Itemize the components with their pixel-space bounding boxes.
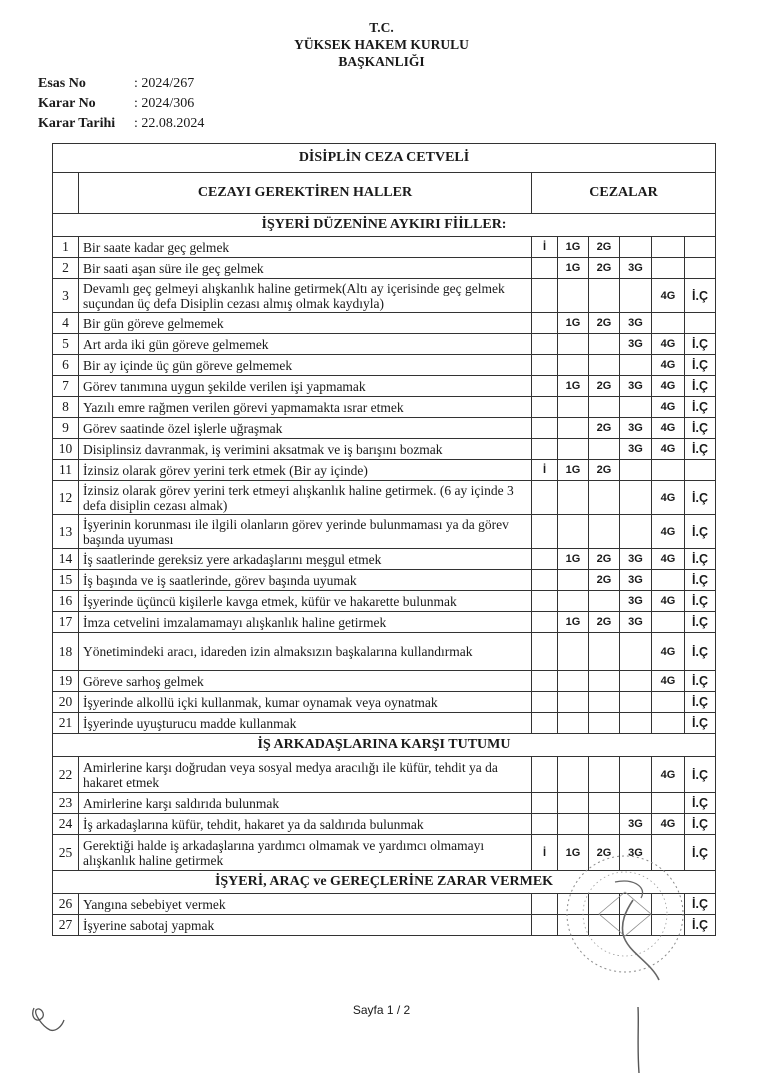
- penalty-cell: [532, 915, 558, 936]
- penalty-cell: 3G: [620, 591, 652, 612]
- row-number: 27: [53, 915, 79, 936]
- penalty-cell: 1G: [558, 258, 589, 279]
- penalty-cell: 4G: [652, 814, 685, 835]
- offense-description: İşyerinin korunması ile ilgili olanların görev yerinde bulunmaması ya da görev başında uyuması: [79, 515, 532, 549]
- penalty-cell: İ.Ç: [685, 835, 716, 871]
- offense-description: Amirlerine karşı saldırıda bulunmak: [79, 793, 532, 814]
- offense-description: Disiplinsiz davranmak, iş verimini aksatmak ve iş barışını bozmak: [79, 439, 532, 460]
- penalty-cell: İ.Ç: [685, 915, 716, 936]
- penalty-cell: 1G: [558, 549, 589, 570]
- table-row: [53, 439, 716, 460]
- penalty-cell: [652, 612, 685, 633]
- penalty-cell: [589, 692, 620, 713]
- penalty-cell: [620, 515, 652, 549]
- penalty-cell: İ.Ç: [685, 397, 716, 418]
- offense-description: Yangına sebebiyet vermek: [79, 894, 532, 915]
- table-row: [53, 570, 716, 591]
- penalty-cell: [652, 237, 685, 258]
- row-number: 6: [53, 355, 79, 376]
- row-number: 15: [53, 570, 79, 591]
- penalty-cell: [532, 692, 558, 713]
- penalty-cell: [532, 671, 558, 692]
- table-row: [53, 793, 716, 814]
- offense-description: Bir gün göreve gelmemek: [79, 313, 532, 334]
- page-number: Sayfa 1 / 2: [352, 1003, 411, 1017]
- table-row: [53, 814, 716, 835]
- offense-description: İş başında ve iş saatlerinde, görev başında uyumak: [79, 570, 532, 591]
- penalty-cell: İ.Ç: [685, 418, 716, 439]
- penalty-cell: 4G: [652, 355, 685, 376]
- penalty-cell: [558, 397, 589, 418]
- penalty-cell: İ.Ç: [685, 570, 716, 591]
- official-stamp: [555, 852, 695, 987]
- penalty-cell: [589, 515, 620, 549]
- penalty-cell: [558, 757, 589, 793]
- table-row: [53, 376, 716, 397]
- penalty-cell: 1G: [558, 376, 589, 397]
- table-row: [53, 549, 716, 570]
- penalty-cell: 1G: [558, 835, 589, 871]
- penalty-cell: [532, 258, 558, 279]
- penalty-cell: [685, 313, 716, 334]
- penalty-cell: [589, 397, 620, 418]
- row-number: 2: [53, 258, 79, 279]
- table-row: [53, 397, 716, 418]
- table-row: [53, 481, 716, 515]
- penalty-cell: [532, 612, 558, 633]
- penalty-cell: İ.Ç: [685, 279, 716, 313]
- penalty-cell: 2G: [589, 376, 620, 397]
- section-title: İŞ ARKADAŞLARINA KARŞI TUTUMU: [53, 734, 716, 757]
- penalty-cell: İ: [532, 835, 558, 871]
- offense-description: İzinsiz olarak görev yerini terk etmeyi alışkanlık haline getirmek. (6 ay içinde 3 defa disiplin cezası almak): [79, 481, 532, 515]
- penalty-cell: [558, 692, 589, 713]
- penalty-cell: [558, 515, 589, 549]
- row-number: 14: [53, 549, 79, 570]
- penalty-cell: [532, 713, 558, 734]
- penalty-cell: [589, 793, 620, 814]
- row-number: 9: [53, 418, 79, 439]
- row-number: 5: [53, 334, 79, 355]
- penalty-cell: İ.Ç: [685, 671, 716, 692]
- offense-description: İşyerine sabotaj yapmak: [79, 915, 532, 936]
- penalty-cell: İ.Ç: [685, 713, 716, 734]
- row-number: 18: [53, 633, 79, 671]
- penalty-cell: 2G: [589, 460, 620, 481]
- penalty-cell: [620, 713, 652, 734]
- penalty-cell: [532, 757, 558, 793]
- penalty-cell: 3G: [620, 549, 652, 570]
- penalty-cell: [620, 671, 652, 692]
- row-number: 17: [53, 612, 79, 633]
- penalty-cell: [685, 460, 716, 481]
- table-row: [53, 757, 716, 793]
- offense-description: İşyerinde alkollü içki kullanmak, kumar oynamak veya oynatmak: [79, 692, 532, 713]
- penalty-cell: [558, 481, 589, 515]
- penalty-cell: [620, 279, 652, 313]
- penalty-cell: [532, 376, 558, 397]
- penalty-cell: 1G: [558, 313, 589, 334]
- penalty-cell: 2G: [589, 258, 620, 279]
- row-number: 23: [53, 793, 79, 814]
- table-title: DİSİPLİN CEZA CETVELİ: [53, 144, 716, 173]
- row-number: 25: [53, 835, 79, 871]
- penalty-cell: [532, 814, 558, 835]
- penalty-cell: 3G: [620, 313, 652, 334]
- offense-description: Yönetimindeki aracı, idareden izin almaksızın başkalarına kullandırmak: [79, 633, 532, 671]
- table-row: [53, 418, 716, 439]
- penalty-cell: 4G: [652, 671, 685, 692]
- penalty-cell: [532, 481, 558, 515]
- penalty-cell: [620, 757, 652, 793]
- tarih-value: : 22.08.2024: [134, 116, 205, 131]
- offense-description: Bir ay içinde üç gün göreve gelmemek: [79, 355, 532, 376]
- penalty-cell: İ.Ç: [685, 692, 716, 713]
- esas-label: Esas No: [38, 76, 86, 91]
- penalty-cell: İ.Ç: [685, 481, 716, 515]
- header-department: BAŞKANLIĞI: [338, 54, 425, 69]
- row-number: 11: [53, 460, 79, 481]
- penalty-cell: İ.Ç: [685, 549, 716, 570]
- offense-description: İşyerinde uyuşturucu madde kullanmak: [79, 713, 532, 734]
- penalty-cell: [685, 258, 716, 279]
- offense-description: Görev saatinde özel işlerle uğraşmak: [79, 418, 532, 439]
- row-number: 4: [53, 313, 79, 334]
- penalty-cell: İ: [532, 237, 558, 258]
- penalty-cell: [652, 258, 685, 279]
- penalty-cell: 2G: [589, 612, 620, 633]
- offense-description: Görev tanımına uygun şekilde verilen işi yapmamak: [79, 376, 532, 397]
- header-institution: YÜKSEK HAKEM KURULU: [294, 37, 469, 52]
- penalty-cell: [532, 313, 558, 334]
- offense-description: Devamlı geç gelmeyi alışkanlık haline getirmek(Altı ay içerisinde geç gelmek suçundan üç defa Disiplin cezası almış olmak kaydıyla): [79, 279, 532, 313]
- penalty-cell: [558, 279, 589, 313]
- penalty-cell: 3G: [620, 418, 652, 439]
- penalty-cell: [532, 894, 558, 915]
- section-title: İŞYERİ DÜZENİNE AYKIRI FİİLLER:: [53, 214, 716, 237]
- table-row: [53, 460, 716, 481]
- header-spacer: [53, 173, 79, 214]
- penalty-cell: 2G: [589, 835, 620, 871]
- penalty-cell: [532, 355, 558, 376]
- tarih-label: Karar Tarihi: [38, 116, 116, 131]
- offense-description: Amirlerine karşı doğrudan veya sosyal medya aracılığı ile küfür, tehdit ya da hakaret etmek: [79, 757, 532, 793]
- penalty-cell: 2G: [589, 313, 620, 334]
- penalty-cell: [558, 591, 589, 612]
- penalty-cell: 4G: [652, 757, 685, 793]
- penalty-cell: [589, 671, 620, 692]
- column-header-acts: CEZAYI GEREKTİREN HALLER: [79, 173, 532, 214]
- penalty-cell: [532, 439, 558, 460]
- offense-description: Yazılı emre rağmen verilen görevi yapmamakta ısrar etmek: [79, 397, 532, 418]
- penalty-cell: [532, 515, 558, 549]
- karar-label: Karar No: [38, 96, 96, 111]
- penalty-cell: İ.Ç: [685, 439, 716, 460]
- penalty-cell: 2G: [589, 418, 620, 439]
- penalty-cell: [558, 355, 589, 376]
- karar-value: : 2024/306: [134, 96, 195, 111]
- table-row: [53, 591, 716, 612]
- table-row: [53, 515, 716, 549]
- penalty-cell: [589, 757, 620, 793]
- penalty-cell: [532, 418, 558, 439]
- penalty-cell: 3G: [620, 376, 652, 397]
- row-number: 8: [53, 397, 79, 418]
- penalty-cell: 4G: [652, 439, 685, 460]
- penalty-cell: 3G: [620, 835, 652, 871]
- penalty-cell: 1G: [558, 237, 589, 258]
- table-row: [53, 334, 716, 355]
- penalty-cell: [589, 591, 620, 612]
- penalty-cell: İ.Ç: [685, 814, 716, 835]
- penalty-cell: [652, 713, 685, 734]
- offense-description: İş arkadaşlarına küfür, tehdit, hakaret ya da saldırıda bulunmak: [79, 814, 532, 835]
- penalty-cell: [558, 570, 589, 591]
- penalty-cell: [620, 481, 652, 515]
- esas-value: : 2024/267: [134, 76, 195, 91]
- row-number: 7: [53, 376, 79, 397]
- row-number: 24: [53, 814, 79, 835]
- row-number: 1: [53, 237, 79, 258]
- table-row: [53, 313, 716, 334]
- penalty-cell: [558, 439, 589, 460]
- penalty-cell: 4G: [652, 279, 685, 313]
- penalty-cell: [589, 814, 620, 835]
- table-row: [53, 279, 716, 313]
- penalty-cell: 4G: [652, 376, 685, 397]
- penalty-cell: [620, 460, 652, 481]
- penalty-cell: 3G: [620, 612, 652, 633]
- table-row: [53, 237, 716, 258]
- penalty-cell: İ.Ç: [685, 591, 716, 612]
- penalty-cell: İ.Ç: [685, 633, 716, 671]
- table-row: [53, 355, 716, 376]
- penalty-cell: 4G: [652, 515, 685, 549]
- section-title: İŞYERİ, ARAÇ ve GEREÇLERİNE ZARAR VERMEK: [53, 871, 716, 894]
- penalty-cell: [685, 237, 716, 258]
- penalty-cell: [589, 279, 620, 313]
- penalty-cell: 1G: [558, 612, 589, 633]
- penalty-cell: [589, 355, 620, 376]
- row-number: 20: [53, 692, 79, 713]
- penalty-cell: İ.Ç: [685, 757, 716, 793]
- offense-description: Art arda iki gün göreve gelmemek: [79, 334, 532, 355]
- penalty-cell: [558, 633, 589, 671]
- penalty-cell: [652, 793, 685, 814]
- penalty-cell: [532, 793, 558, 814]
- penalty-cell: [558, 713, 589, 734]
- offense-description: İşyerinde üçüncü kişilerle kavga etmek, küfür ve hakarette bulunmak: [79, 591, 532, 612]
- table-row: [53, 633, 716, 671]
- penalty-cell: [589, 633, 620, 671]
- row-number: 12: [53, 481, 79, 515]
- penalty-cell: İ.Ç: [685, 612, 716, 633]
- offense-description: İmza cetvelini imzalamamayı alışkanlık haline getirmek: [79, 612, 532, 633]
- penalty-cell: [620, 397, 652, 418]
- penalty-cell: İ.Ç: [685, 376, 716, 397]
- penalty-cell: [652, 692, 685, 713]
- penalty-cell: [532, 633, 558, 671]
- penalty-cell: [558, 793, 589, 814]
- penalty-cell: [620, 793, 652, 814]
- penalty-cell: [620, 237, 652, 258]
- penalty-cell: [620, 633, 652, 671]
- row-number: 26: [53, 894, 79, 915]
- penalty-cell: 2G: [589, 570, 620, 591]
- offense-description: İş saatlerinde gereksiz yere arkadaşlarını meşgul etmek: [79, 549, 532, 570]
- penalty-cell: [532, 549, 558, 570]
- penalty-cell: 4G: [652, 481, 685, 515]
- penalty-cell: [558, 334, 589, 355]
- penalty-cell: 3G: [620, 570, 652, 591]
- penalty-cell: 4G: [652, 549, 685, 570]
- penalty-cell: 4G: [652, 633, 685, 671]
- penalty-cell: [532, 334, 558, 355]
- penalty-table: [52, 143, 716, 936]
- row-number: 16: [53, 591, 79, 612]
- penalty-cell: [532, 279, 558, 313]
- penalty-cell: 4G: [652, 591, 685, 612]
- penalty-cell: İ.Ç: [685, 894, 716, 915]
- table-row: [53, 713, 716, 734]
- penalty-cell: İ.Ç: [685, 334, 716, 355]
- penalty-cell: 3G: [620, 439, 652, 460]
- penalty-cell: 2G: [589, 237, 620, 258]
- penalty-cell: [589, 481, 620, 515]
- offense-description: Gerektiği halde iş arkadaşlarına yardımcı olmamak ve yardımcı olmamayı alışkanlık haline getirmek: [79, 835, 532, 871]
- offense-description: Göreve sarhoş gelmek: [79, 671, 532, 692]
- penalty-cell: İ.Ç: [685, 355, 716, 376]
- penalty-cell: [558, 814, 589, 835]
- penalty-cell: [532, 591, 558, 612]
- penalty-cell: [532, 397, 558, 418]
- case-meta: [38, 74, 204, 134]
- table-row: [53, 692, 716, 713]
- table-row: [53, 671, 716, 692]
- table-row: [53, 258, 716, 279]
- table-row: [53, 612, 716, 633]
- penalty-cell: [652, 460, 685, 481]
- penalty-cell: İ.Ç: [685, 515, 716, 549]
- penalty-cell: [589, 439, 620, 460]
- penalty-cell: [558, 418, 589, 439]
- penalty-cell: [558, 671, 589, 692]
- penalty-cell: [589, 713, 620, 734]
- penalty-cell: [620, 355, 652, 376]
- penalty-cell: İ.Ç: [685, 793, 716, 814]
- penalty-cell: 4G: [652, 418, 685, 439]
- penalty-cell: 1G: [558, 460, 589, 481]
- penalty-cell: [589, 334, 620, 355]
- offense-description: İzinsiz olarak görev yerini terk etmek (Bir ay içinde): [79, 460, 532, 481]
- penalty-cell: [532, 570, 558, 591]
- penalty-cell: [652, 313, 685, 334]
- penalty-cell: 4G: [652, 334, 685, 355]
- penalty-cell: İ: [532, 460, 558, 481]
- row-number: 13: [53, 515, 79, 549]
- penalty-cell: [620, 692, 652, 713]
- penalty-cell: 3G: [620, 334, 652, 355]
- header-tc: T.C.: [369, 20, 394, 35]
- offense-description: Bir saate kadar geç gelmek: [79, 237, 532, 258]
- penalty-cell: 3G: [620, 258, 652, 279]
- penalty-cell: 4G: [652, 397, 685, 418]
- row-number: 21: [53, 713, 79, 734]
- penalty-cell: 2G: [589, 549, 620, 570]
- row-number: 19: [53, 671, 79, 692]
- penalty-cell: 3G: [620, 814, 652, 835]
- penalty-cell: [652, 570, 685, 591]
- offense-description: Bir saati aşan süre ile geç gelmek: [79, 258, 532, 279]
- row-number: 10: [53, 439, 79, 460]
- row-number: 22: [53, 757, 79, 793]
- column-header-penalties: CEZALAR: [532, 173, 716, 214]
- row-number: 3: [53, 279, 79, 313]
